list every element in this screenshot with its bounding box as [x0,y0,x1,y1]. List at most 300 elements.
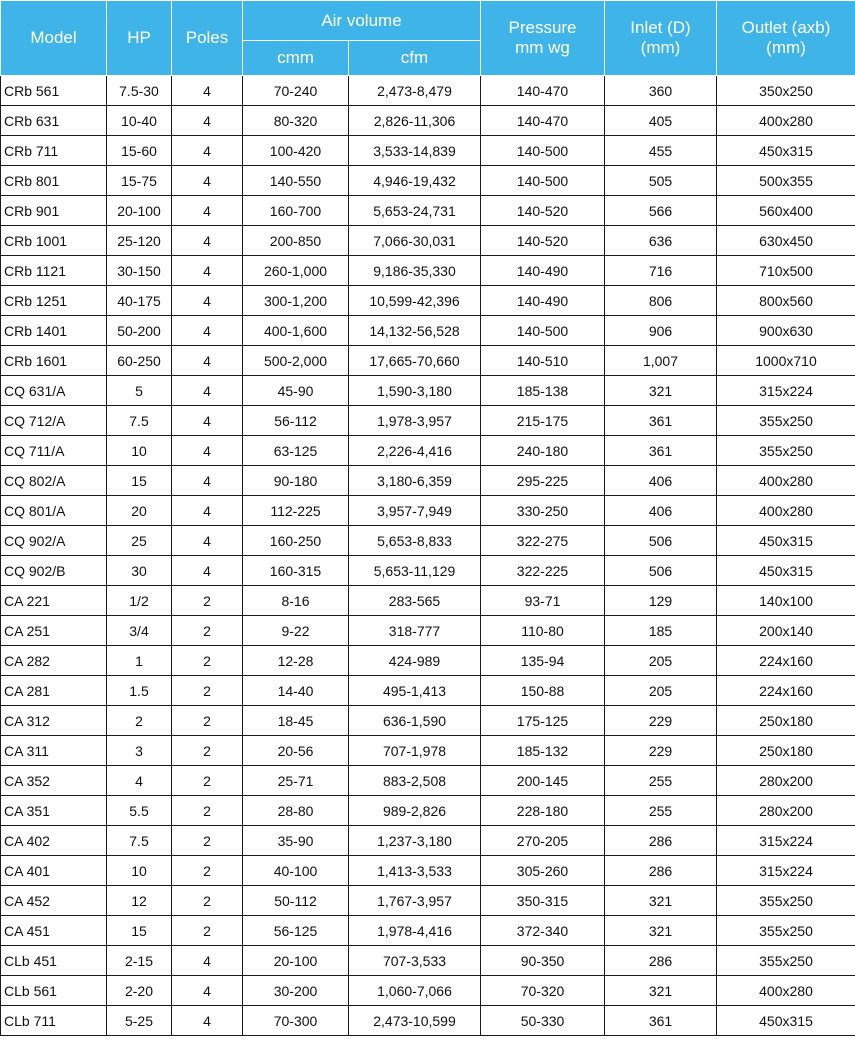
cell-cmm: 20-100 [243,946,349,976]
cell-hp: 5.5 [107,796,172,826]
table-row [1,526,855,556]
cell-cfm: 5,653-24,731 [349,196,481,226]
cell-cfm: 14,132-56,528 [349,316,481,346]
cell-hp: 5-25 [107,1006,172,1036]
header-cmm: cmm [243,41,349,76]
cell-pressure: 140-510 [481,346,605,376]
cell-cfm: 1,237-3,180 [349,826,481,856]
table-row [1,646,855,676]
cell-inlet: 906 [605,316,717,346]
cell-cmm: 8-16 [243,586,349,616]
cell-cfm: 1,978-3,957 [349,406,481,436]
cell-outlet: 560x400 [717,196,855,226]
cell-inlet: 286 [605,946,717,976]
cell-cfm: 3,180-6,359 [349,466,481,496]
cell-inlet: 361 [605,1006,717,1036]
table-row [1,166,855,196]
cell-poles: 4 [172,526,243,556]
table-row [1,766,855,796]
cell-hp: 15 [107,466,172,496]
table-row [1,856,855,886]
cell-inlet: 360 [605,76,717,106]
cell-cmm: 200-850 [243,226,349,256]
cell-pressure: 322-225 [481,556,605,586]
cell-model: CA 402 [1,826,107,856]
cell-model: CLb 451 [1,946,107,976]
cell-poles: 4 [172,136,243,166]
table-row [1,616,855,646]
cell-cmm: 260-1,000 [243,256,349,286]
cell-poles: 4 [172,196,243,226]
cell-hp: 2-15 [107,946,172,976]
cell-poles: 4 [172,496,243,526]
cell-inlet: 361 [605,436,717,466]
header-pressure-line2: mm wg [515,38,570,57]
cell-pressure: 185-138 [481,376,605,406]
cell-poles: 2 [172,736,243,766]
cell-outlet: 224x160 [717,646,855,676]
cell-outlet: 450x315 [717,556,855,586]
cell-inlet: 455 [605,136,717,166]
cell-cmm: 90-180 [243,466,349,496]
cell-poles: 2 [172,916,243,946]
cell-pressure: 215-175 [481,406,605,436]
cell-model: CA 251 [1,616,107,646]
cell-poles: 4 [172,466,243,496]
cell-outlet: 800x560 [717,286,855,316]
header-outlet-line1: Outlet (axb) [741,18,831,37]
cell-cmm: 70-240 [243,76,349,106]
cell-model: CRb 1001 [1,226,107,256]
cell-hp: 20-100 [107,196,172,226]
cell-inlet: 566 [605,196,717,226]
cell-inlet: 405 [605,106,717,136]
cell-poles: 4 [172,376,243,406]
cell-outlet: 500x355 [717,166,855,196]
cell-poles: 2 [172,856,243,886]
cell-hp: 2-20 [107,976,172,1006]
cell-hp: 30 [107,556,172,586]
cell-model: CQ 801/A [1,496,107,526]
table-row [1,586,855,616]
cell-hp: 1/2 [107,586,172,616]
cell-poles: 2 [172,826,243,856]
table-row [1,976,855,1006]
cell-hp: 10-40 [107,106,172,136]
cell-model: CRb 1251 [1,286,107,316]
cell-inlet: 1,007 [605,346,717,376]
table-row [1,706,855,736]
cell-hp: 10 [107,436,172,466]
header-inlet [605,1,717,76]
cell-pressure: 140-470 [481,106,605,136]
cell-model: CQ 802/A [1,466,107,496]
cell-pressure: 270-205 [481,826,605,856]
cell-inlet: 229 [605,736,717,766]
cell-cfm: 1,413-3,533 [349,856,481,886]
cell-cfm: 10,599-42,396 [349,286,481,316]
cell-cfm: 4,946-19,432 [349,166,481,196]
cell-poles: 2 [172,706,243,736]
table-row [1,826,855,856]
cell-outlet: 450x315 [717,136,855,166]
cell-pressure: 90-350 [481,946,605,976]
cell-pressure: 93-71 [481,586,605,616]
cell-model: CA 281 [1,676,107,706]
cell-model: CA 352 [1,766,107,796]
table-row [1,916,855,946]
header-pressure-line1: Pressure [508,18,577,37]
cell-outlet: 280x200 [717,766,855,796]
cell-outlet: 355x250 [717,406,855,436]
cell-pressure: 140-500 [481,166,605,196]
cell-cfm: 2,473-10,599 [349,1006,481,1036]
cell-pressure: 305-260 [481,856,605,886]
table-row [1,946,855,976]
cell-outlet: 250x180 [717,736,855,766]
cell-hp: 7.5 [107,406,172,436]
table-row [1,496,855,526]
cell-cfm: 989-2,826 [349,796,481,826]
table-row [1,676,855,706]
cell-outlet: 450x315 [717,1006,855,1036]
cell-hp: 25-120 [107,226,172,256]
cell-cmm: 112-225 [243,496,349,526]
cell-outlet: 400x280 [717,496,855,526]
cell-outlet: 400x280 [717,466,855,496]
cell-cmm: 400-1,600 [243,316,349,346]
cell-cfm: 2,226-4,416 [349,436,481,466]
cell-outlet: 450x315 [717,526,855,556]
cell-pressure: 140-470 [481,76,605,106]
cell-cfm: 17,665-70,660 [349,346,481,376]
cell-pressure: 140-520 [481,226,605,256]
cell-model: CQ 712/A [1,406,107,436]
table-row [1,796,855,826]
cell-hp: 15 [107,916,172,946]
cell-outlet: 400x280 [717,976,855,1006]
cell-model: CQ 902/B [1,556,107,586]
cell-model: CA 221 [1,586,107,616]
cell-cmm: 20-56 [243,736,349,766]
cell-cmm: 40-100 [243,856,349,886]
cell-inlet: 321 [605,886,717,916]
cell-cfm: 707-1,978 [349,736,481,766]
cell-poles: 4 [172,106,243,136]
cell-cmm: 14-40 [243,676,349,706]
cell-inlet: 321 [605,916,717,946]
table-row [1,376,855,406]
cell-poles: 4 [172,76,243,106]
cell-model: CRb 561 [1,76,107,106]
table-body [1,76,855,1036]
cell-cmm: 160-315 [243,556,349,586]
cell-hp: 1.5 [107,676,172,706]
cell-pressure: 70-320 [481,976,605,1006]
header-inlet-line2: (mm) [640,38,681,57]
cell-model: CQ 902/A [1,526,107,556]
cell-inlet: 286 [605,856,717,886]
cell-inlet: 506 [605,526,717,556]
table-row [1,406,855,436]
cell-model: CRb 801 [1,166,107,196]
header-cfm: cfm [349,41,481,76]
cell-outlet: 350x250 [717,76,855,106]
cell-pressure: 240-180 [481,436,605,466]
cell-hp: 2 [107,706,172,736]
cell-cmm: 70-300 [243,1006,349,1036]
cell-outlet: 355x250 [717,916,855,946]
cell-model: CRb 631 [1,106,107,136]
cell-hp: 7.5-30 [107,76,172,106]
cell-cfm: 318-777 [349,616,481,646]
cell-outlet: 355x250 [717,436,855,466]
cell-inlet: 636 [605,226,717,256]
table-row [1,196,855,226]
cell-cmm: 80-320 [243,106,349,136]
cell-pressure: 150-88 [481,676,605,706]
cell-pressure: 350-315 [481,886,605,916]
cell-pressure: 140-500 [481,136,605,166]
cell-model: CLb 711 [1,1006,107,1036]
cell-model: CA 401 [1,856,107,886]
cell-cmm: 25-71 [243,766,349,796]
cell-hp: 15-75 [107,166,172,196]
cell-model: CA 312 [1,706,107,736]
cell-model: CA 452 [1,886,107,916]
cell-poles: 2 [172,586,243,616]
cell-cfm: 5,653-11,129 [349,556,481,586]
table-row [1,256,855,286]
cell-hp: 3 [107,736,172,766]
cell-cfm: 424-989 [349,646,481,676]
cell-poles: 2 [172,796,243,826]
cell-cfm: 2,826-11,306 [349,106,481,136]
cell-model: CA 351 [1,796,107,826]
cell-hp: 3/4 [107,616,172,646]
cell-model: CRb 711 [1,136,107,166]
cell-model: CA 311 [1,736,107,766]
cell-inlet: 506 [605,556,717,586]
cell-cfm: 707-3,533 [349,946,481,976]
cell-outlet: 250x180 [717,706,855,736]
cell-cfm: 883-2,508 [349,766,481,796]
cell-cfm: 3,533-14,839 [349,136,481,166]
cell-pressure: 295-225 [481,466,605,496]
cell-poles: 4 [172,406,243,436]
cell-pressure: 185-132 [481,736,605,766]
cell-inlet: 505 [605,166,717,196]
table-row [1,76,855,106]
cell-inlet: 806 [605,286,717,316]
cell-cmm: 50-112 [243,886,349,916]
cell-inlet: 716 [605,256,717,286]
cell-inlet: 321 [605,976,717,1006]
cell-cfm: 283-565 [349,586,481,616]
cell-cmm: 100-420 [243,136,349,166]
cell-pressure: 135-94 [481,646,605,676]
header-outlet [717,1,855,76]
cell-poles: 2 [172,886,243,916]
cell-cfm: 2,473-8,479 [349,76,481,106]
header-inlet-line1: Inlet (D) [630,18,691,37]
cell-cmm: 300-1,200 [243,286,349,316]
cell-hp: 12 [107,886,172,916]
cell-inlet: 205 [605,676,717,706]
cell-cfm: 1,767-3,957 [349,886,481,916]
cell-outlet: 355x250 [717,946,855,976]
cell-poles: 4 [172,346,243,376]
cell-cmm: 56-125 [243,916,349,946]
cell-cfm: 1,590-3,180 [349,376,481,406]
cell-model: CQ 711/A [1,436,107,466]
cell-cfm: 636-1,590 [349,706,481,736]
cell-poles: 2 [172,766,243,796]
cell-outlet: 630x450 [717,226,855,256]
cell-inlet: 255 [605,796,717,826]
cell-pressure: 322-275 [481,526,605,556]
cell-pressure: 140-490 [481,286,605,316]
table-row [1,1006,855,1036]
cell-inlet: 406 [605,496,717,526]
cell-cmm: 160-250 [243,526,349,556]
cell-outlet: 315x224 [717,376,855,406]
table-row [1,886,855,916]
cell-cfm: 7,066-30,031 [349,226,481,256]
cell-inlet: 205 [605,646,717,676]
cell-cfm: 3,957-7,949 [349,496,481,526]
table-row [1,106,855,136]
cell-hp: 1 [107,646,172,676]
table-row [1,286,855,316]
cell-model: CRb 901 [1,196,107,226]
cell-outlet: 224x160 [717,676,855,706]
cell-model: CLb 561 [1,976,107,1006]
cell-inlet: 129 [605,586,717,616]
cell-inlet: 406 [605,466,717,496]
cell-pressure: 200-145 [481,766,605,796]
header-air-volume: Air volume [243,1,481,41]
cell-outlet: 400x280 [717,106,855,136]
cell-cmm: 56-112 [243,406,349,436]
cell-poles: 4 [172,556,243,586]
cell-hp: 60-250 [107,346,172,376]
cell-poles: 4 [172,1006,243,1036]
cell-pressure: 372-340 [481,916,605,946]
cell-inlet: 255 [605,766,717,796]
cell-cmm: 45-90 [243,376,349,406]
header-hp: HP [107,1,172,76]
cell-poles: 2 [172,616,243,646]
cell-cmm: 140-550 [243,166,349,196]
cell-pressure: 50-330 [481,1006,605,1036]
cell-hp: 15-60 [107,136,172,166]
cell-cmm: 35-90 [243,826,349,856]
cell-cfm: 495-1,413 [349,676,481,706]
cell-outlet: 140x100 [717,586,855,616]
cell-cmm: 18-45 [243,706,349,736]
cell-hp: 20 [107,496,172,526]
cell-pressure: 228-180 [481,796,605,826]
table-row [1,736,855,766]
cell-model: CQ 631/A [1,376,107,406]
header-outlet-line2: (mm) [766,38,806,57]
cell-cmm: 9-22 [243,616,349,646]
cell-poles: 4 [172,976,243,1006]
cell-pressure: 140-500 [481,316,605,346]
cell-hp: 7.5 [107,826,172,856]
cell-outlet: 315x224 [717,856,855,886]
table-header [1,1,855,76]
cell-hp: 40-175 [107,286,172,316]
table-row [1,226,855,256]
cell-hp: 4 [107,766,172,796]
header-poles: Poles [172,1,243,76]
cell-model: CRb 1401 [1,316,107,346]
cell-cfm: 1,060-7,066 [349,976,481,1006]
cell-cmm: 30-200 [243,976,349,1006]
cell-pressure: 110-80 [481,616,605,646]
cell-cfm: 5,653-8,833 [349,526,481,556]
cell-outlet: 200x140 [717,616,855,646]
cell-outlet: 710x500 [717,256,855,286]
cell-model: CRb 1121 [1,256,107,286]
cell-model: CA 282 [1,646,107,676]
cell-pressure: 140-490 [481,256,605,286]
cell-pressure: 140-520 [481,196,605,226]
cell-cfm: 1,978-4,416 [349,916,481,946]
cell-outlet: 280x200 [717,796,855,826]
cell-outlet: 1000x710 [717,346,855,376]
cell-cfm: 9,186-35,330 [349,256,481,286]
table-row [1,316,855,346]
cell-poles: 4 [172,226,243,256]
cell-outlet: 900x630 [717,316,855,346]
header-pressure [481,1,605,76]
cell-cmm: 63-125 [243,436,349,466]
cell-inlet: 286 [605,826,717,856]
cell-poles: 4 [172,946,243,976]
cell-inlet: 229 [605,706,717,736]
table-row [1,466,855,496]
cell-cmm: 160-700 [243,196,349,226]
table-row [1,556,855,586]
cell-poles: 4 [172,166,243,196]
cell-hp: 5 [107,376,172,406]
table-row [1,436,855,466]
table-row [1,136,855,166]
cell-hp: 10 [107,856,172,886]
cell-cmm: 12-28 [243,646,349,676]
cell-poles: 2 [172,676,243,706]
cell-cmm: 28-80 [243,796,349,826]
cell-inlet: 361 [605,406,717,436]
cell-outlet: 315x224 [717,826,855,856]
cell-hp: 25 [107,526,172,556]
cell-poles: 4 [172,256,243,286]
cell-pressure: 330-250 [481,496,605,526]
cell-pressure: 175-125 [481,706,605,736]
cell-inlet: 185 [605,616,717,646]
table-row [1,346,855,376]
cell-inlet: 321 [605,376,717,406]
header-model: Model [1,1,107,76]
cell-model: CA 451 [1,916,107,946]
cell-hp: 30-150 [107,256,172,286]
cell-poles: 2 [172,646,243,676]
cell-poles: 4 [172,436,243,466]
cell-poles: 4 [172,286,243,316]
